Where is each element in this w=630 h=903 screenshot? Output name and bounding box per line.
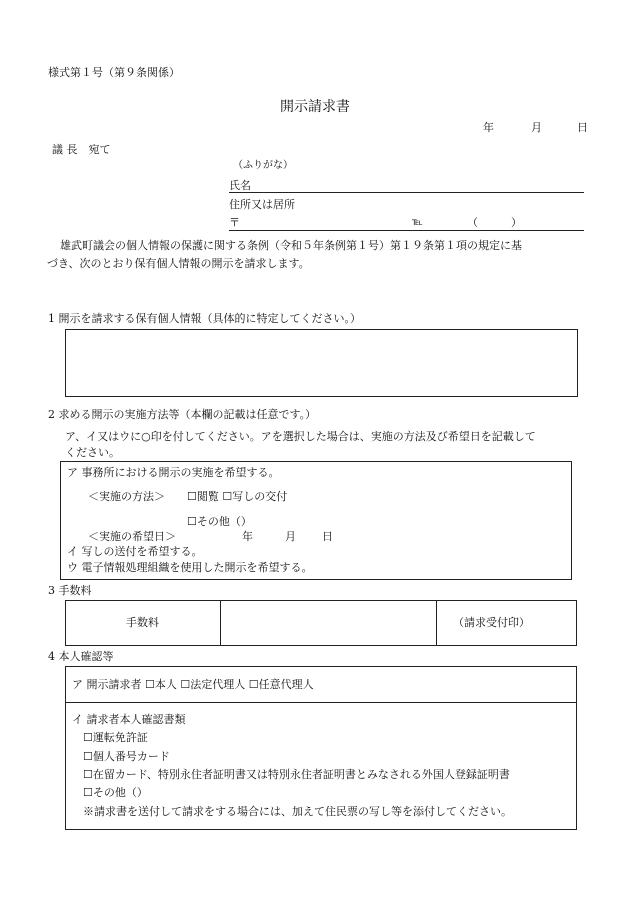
section3-heading: 3 手数料: [48, 584, 92, 597]
option-i[interactable]: イ 写しの送付を希望する。: [67, 545, 203, 558]
addressee: 議 長 宛て: [52, 143, 111, 156]
date-day-field[interactable]: 日: [577, 121, 588, 134]
form-number: 様式第１号（第９条関係）: [48, 66, 180, 79]
preferred-month[interactable]: 月: [285, 530, 296, 543]
address-field-line[interactable]: [229, 230, 584, 231]
fee-amount-field[interactable]: [221, 601, 435, 645]
tel-paren: （ ）: [467, 216, 522, 229]
intro-line-2: づき、次のとおり保有個人情報の開示を請求します。: [47, 257, 310, 270]
id-doc-residence-card[interactable]: ☐在留カード、特別永住者証明書又は特別永住者証明書とみなされる外国人登録証明書: [83, 768, 510, 781]
section1-heading: 1 開示を請求する保有個人情報（具体的に特定してください。）: [48, 312, 361, 325]
name-label: 氏名: [229, 179, 251, 192]
preferred-date-label: ＜実施の希望日＞: [88, 530, 176, 543]
date-month-field[interactable]: 月: [531, 121, 542, 134]
fee-table-divider-2: [436, 600, 437, 646]
method-view-copy-checkboxes[interactable]: ☐閲覧 ☐写しの交付: [187, 490, 288, 503]
fee-label: 手数料: [126, 616, 159, 629]
name-field-line[interactable]: [229, 192, 584, 193]
date-year-field[interactable]: 年: [483, 121, 494, 134]
intro-line-1: 雄武町議会の個人情報の保護に関する条例（令和５年条例第１号）第１９条第１項の規定に基: [60, 239, 522, 252]
address-label: 住所又は居所: [229, 198, 295, 211]
id-doc-other[interactable]: ☐その他（）: [83, 786, 148, 799]
preferred-day[interactable]: 日: [322, 530, 333, 543]
mail-request-note: ※請求書を送付して請求をする場合には、加えて住民票の写し等を添付してください。: [83, 805, 512, 818]
option-u[interactable]: ウ 電子情報処理組織を使用した開示を希望する。: [67, 561, 313, 574]
section4-heading: 4 本人確認等: [48, 650, 114, 663]
furigana-label: （ふりがな）: [233, 160, 293, 171]
id-docs-heading: イ 請求者本人確認書類: [72, 713, 186, 726]
option-a[interactable]: ア 事務所における開示の実施を希望する。: [67, 466, 280, 479]
id-doc-drivers-license[interactable]: ☐運転免許証: [83, 731, 148, 744]
identity-box-divider: [65, 702, 577, 703]
section2-heading: 2 求める開示の実施方法等（本欄の記載は任意です。）: [48, 408, 317, 421]
section2-note-line-1: ア、イ又はウに○印を付してください。アを選択した場合は、実施の方法及び希望日を記載して: [65, 430, 536, 443]
id-doc-my-number-card[interactable]: ☐個人番号カード: [83, 750, 170, 763]
tel-label: ℡: [412, 217, 423, 228]
requester-type-checkboxes[interactable]: ア 開示請求者 ☐本人 ☐法定代理人 ☐任意代理人: [72, 678, 314, 691]
page-title: 開示請求書: [280, 99, 350, 115]
receipt-stamp-label: （請求受付印）: [453, 616, 530, 629]
postal-mark: 〒: [229, 216, 240, 229]
method-other-checkbox[interactable]: ☐その他（）: [187, 515, 252, 528]
preferred-year[interactable]: 年: [242, 530, 253, 543]
personal-info-input-box[interactable]: [65, 329, 578, 397]
section2-note-line-2: ください。: [65, 446, 120, 459]
method-label: ＜実施の方法＞: [88, 490, 165, 503]
